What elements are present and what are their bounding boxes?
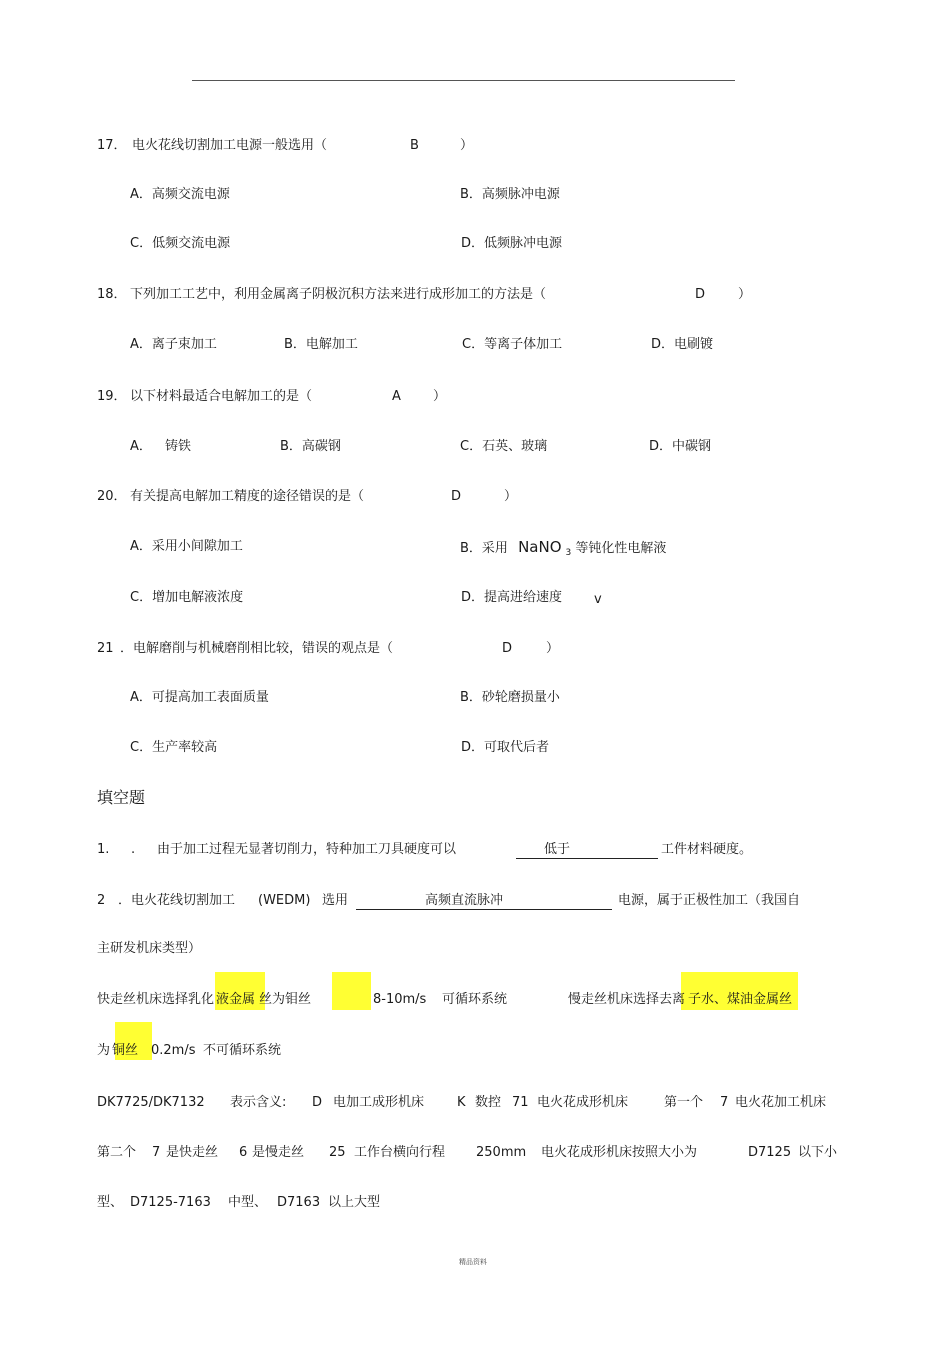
q20-option-d: D．提高进给速度 [461,590,563,605]
dk-r2-7: 250mm [476,1145,527,1160]
dk-r2-0: 第二个 [97,1145,137,1160]
section-title: 填空题 [97,788,146,807]
f2-blank-text: 高频直流脉冲 [424,893,503,908]
q18-option-d: D．电刷镀 [651,337,714,352]
dk-r1-6: 71 [512,1095,529,1110]
dk-r2-8: 电火花成形机床按照大小为 [541,1145,698,1160]
q21-option-d: D．可取代后者 [461,740,550,755]
f1-number: 1. [97,842,110,857]
dk-r1-2: D [312,1095,323,1110]
q17-number: 17． [97,138,127,153]
dk-r1-0: DK7725/DK7132 [97,1095,205,1110]
q17-option-b: B．高频脉冲电源 [460,187,560,202]
q21-option-c: C．生产率较高 [130,740,218,755]
dk-r3-0: 型、 [97,1195,124,1210]
q19-option-c: C．石英、玻璃 [460,439,548,454]
q19-option-b: B．高碳钢 [280,439,341,454]
wire-fast-speed: 8-10m/s [373,992,427,1007]
dk-r1-3: 电加工成形机床 [333,1095,425,1110]
q20-number: 20． [97,489,127,504]
dk-r2-3: 6 [239,1145,248,1160]
header-rule [192,80,735,81]
q20-option-b-prefix: B．采用 [460,541,508,556]
f2-post: 电源，属于正极性加工（我国自 [618,893,801,908]
q19-stem: 以下材料最适合电解加工的是（ [130,389,313,404]
dk-r3-4: 以上大型 [328,1195,381,1210]
q21-option-a: A．可提高加工表面质量 [130,690,269,705]
f2-blank-answer [356,893,612,910]
q19-option-a-text: 铸铁 [165,439,192,454]
f1-dot: . [131,842,136,857]
q20-stem: 有关提高电解加工精度的途径错误的是（ [130,489,365,504]
f1-blank-answer [516,842,658,859]
q18-option-a: A．离子束加工 [130,337,217,352]
f2-mid: 选用 [322,893,349,908]
wire-slow-prefix: 慢走丝机床选择去离 [568,992,686,1007]
wire-slow-for: 为 [97,1043,111,1058]
q19-answer: A [392,389,401,404]
dk-r2-1: 7 [152,1145,161,1160]
q20-option-b-formula: NaNO [518,538,562,556]
dk-r1-4: K [457,1095,466,1110]
dk-r1-8: 第一个 [664,1095,704,1110]
dk-r2-4: 是慢走丝 [252,1145,305,1160]
dk-r1-5: 数控 [475,1095,502,1110]
q19-option-a-letter: A． [130,439,152,454]
wire-fast-suffix: 丝为钼丝 [259,992,312,1007]
f2-pre: ．电火花线切割加工 [118,893,236,908]
f2-number: 2 [97,893,106,908]
q21-stem: ．电解磨削与机械磨削相比较，错误的观点是（ [120,641,394,656]
dk-r2-6: 工作台横向行程 [354,1145,446,1160]
q17-option-c: C．低频交流电源 [130,236,231,251]
q19-number: 19． [97,389,127,404]
wire-fast-cycle: 可循环系统 [442,992,508,1007]
dk-r2-5: 25 [329,1145,346,1160]
wire-slow-copper: 铜丝 [112,1043,139,1058]
q20-check-mark: v [594,592,602,607]
q18-option-b: B．电解加工 [284,337,358,352]
wire-slow-cycle: 不可循环系统 [203,1043,282,1058]
q19-close: ） [433,389,447,404]
q18-option-c: C．等离子体加工 [462,337,563,352]
dk-r3-3: D7163 [277,1195,321,1210]
q21-option-b: B．砂轮磨损量小 [460,690,560,705]
q21-answer: D [502,641,513,656]
q20-close: ） [504,489,518,504]
wire-fast-highlight: 液金属 [216,992,256,1007]
dk-r1-1: 表示含义: [230,1095,287,1110]
wire-slow-speed: 0.2m/s [151,1043,196,1058]
q18-close: ） [738,287,752,302]
q20-answer: D [451,489,462,504]
q17-answer: B [410,138,419,153]
q18-stem: 下列加工工艺中，利用金属离子阴极沉积方法来进行成形加工的方法是（ [130,287,547,302]
dk-r1-10: 电火花加工机床 [735,1095,827,1110]
q18-number: 18． [97,287,127,302]
q20-option-b-suffix: 等钝化性电解液 [575,541,667,556]
f2-abbr: (WEDM) [258,893,311,908]
f1-post: 工件材料硬度。 [661,842,753,857]
dk-r2-9: D7125 [748,1145,792,1160]
wire-fast-prefix: 快走丝机床选择乳化 [97,992,215,1007]
q19-option-d: D．中碳钢 [649,439,712,454]
q17-option-a: A．高频交流电源 [130,187,230,202]
q21-close: ） [546,641,560,656]
q20-option-b-subscript: 3 [565,548,572,558]
dk-r1-9: 7 [720,1095,729,1110]
dk-r3-1: D7125-7163 [130,1195,211,1210]
q20-option-b [460,539,666,561]
q17-option-d: D．低频脉冲电源 [461,236,563,251]
dk-r1-7: 电火花成形机床 [537,1095,629,1110]
dk-r2-10: 以下小 [798,1145,838,1160]
f2-line2: 主研发机床类型） [97,941,202,956]
q21-number: 21 [97,641,114,656]
q17-stem: 电火花线切割加工电源一般选用（ [132,138,328,153]
footer-text: 精品资料 [459,1258,487,1266]
q17-close: ） [460,138,474,153]
dk-r2-2: 是快走丝 [166,1145,219,1160]
f1-text: 由于加工过程无显著切削力，特种加工刀具硬度可以 [157,842,457,857]
q20-option-c: C．增加电解液浓度 [130,590,244,605]
highlight-2 [332,972,371,1010]
wire-slow-highlight: 子水、煤油金属丝 [688,992,793,1007]
q18-answer: D [695,287,706,302]
f1-blank-text: 低于 [543,842,570,857]
q20-option-a: A．采用小间隙加工 [130,539,243,554]
dk-r3-2: 中型、 [228,1195,268,1210]
